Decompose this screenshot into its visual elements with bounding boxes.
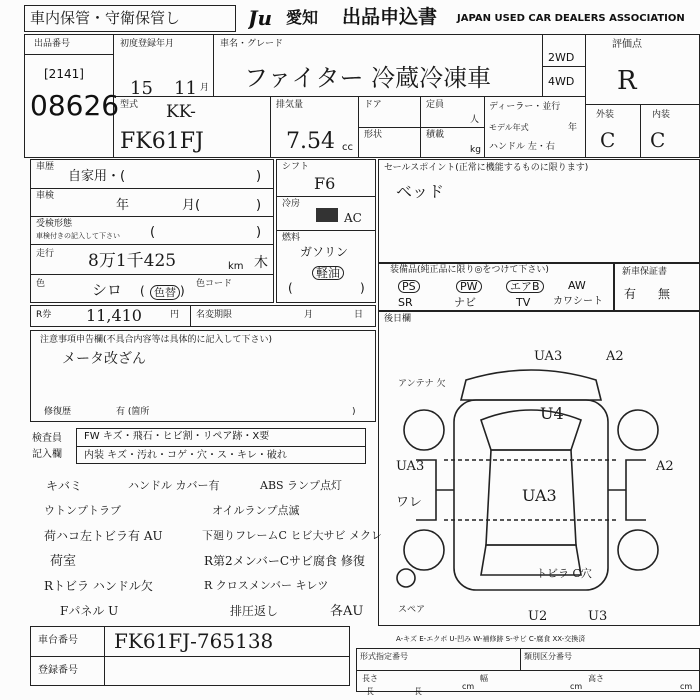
equipment-sr: SR bbox=[398, 296, 413, 309]
notes-label: 注意事項申告欄(不具合内容等は具体的に記入して下さい) bbox=[40, 335, 273, 345]
mileage-value: 8万1千425 bbox=[88, 251, 177, 271]
mileage-unit: km bbox=[228, 261, 244, 272]
color-paren: ( bbox=[140, 284, 145, 298]
inspection-label: 車検 bbox=[36, 191, 55, 201]
lot-label: 出品番号 bbox=[34, 39, 71, 49]
damage-mark: ワレ bbox=[396, 495, 423, 510]
remark-line: R第2メンバーCサビ腐食 修復 bbox=[204, 554, 365, 568]
lot-bracket-number: [2141] bbox=[44, 67, 84, 81]
repair-close: ) bbox=[352, 407, 356, 417]
meigi-day: 日 bbox=[354, 310, 364, 320]
disp-value: 7.54 bbox=[286, 129, 335, 154]
svg-text:Ju: Ju bbox=[248, 7, 273, 29]
warranty-label: 新車保証書 bbox=[622, 267, 668, 277]
damage-mark: A2 bbox=[656, 459, 674, 474]
height-label: 高さ bbox=[588, 674, 604, 683]
meigi-label: 名変期限 bbox=[196, 310, 233, 320]
history-value: 自家用・( bbox=[68, 169, 126, 184]
storage-stamp: 車内保管・守衛保管し bbox=[30, 9, 181, 27]
remark-line: ハンドル カバー有 bbox=[128, 479, 220, 492]
shift-label: シフト bbox=[282, 162, 310, 172]
remark-line: 荷ハコ左トビラ有 AU bbox=[44, 529, 163, 543]
remark-line: 荷室 bbox=[50, 554, 77, 569]
brand-name: 愛知 bbox=[286, 8, 319, 27]
capacity-unit: 人 bbox=[470, 115, 480, 125]
damage-mark: スペア bbox=[398, 605, 426, 615]
color-paint: 色替 bbox=[150, 285, 180, 300]
equipment-ps: PS bbox=[398, 280, 420, 293]
damage-mark: U3 bbox=[588, 609, 608, 624]
equipment-leather: カワシート bbox=[553, 296, 603, 307]
fuel-close: ) bbox=[360, 281, 365, 295]
receive-close: ) bbox=[256, 225, 262, 240]
disp-unit: cc bbox=[342, 142, 353, 153]
repair-label: 修復歴 bbox=[44, 407, 72, 417]
equipment-tv: TV bbox=[516, 296, 531, 309]
inspection-month: 月( bbox=[182, 198, 201, 213]
model-type-label: 型式 bbox=[120, 100, 139, 110]
remark-line: キバミ bbox=[46, 479, 83, 493]
disp-label: 排気量 bbox=[276, 100, 304, 110]
interior-label: 内装 bbox=[652, 110, 671, 120]
capacity-label: 定員 bbox=[426, 100, 445, 110]
warranty-yes: 有 bbox=[624, 287, 637, 301]
width-label: 幅 bbox=[480, 674, 488, 683]
fuel-label: 燃料 bbox=[282, 233, 301, 243]
checker-label-1: 検査員 bbox=[32, 433, 62, 444]
shift-value: F6 bbox=[314, 174, 336, 193]
damage-mark: UA3 bbox=[534, 349, 563, 364]
model-year-unit: 年 bbox=[568, 123, 578, 133]
grade-value: R bbox=[617, 66, 637, 96]
remark-line: 排圧返し bbox=[230, 604, 279, 618]
first-reg-month: 11 bbox=[174, 78, 197, 99]
lot-number: 08626 bbox=[30, 89, 120, 122]
exterior-grade: C bbox=[600, 128, 616, 152]
door-label: ドア bbox=[364, 100, 382, 110]
model-prefix: KK- bbox=[166, 102, 196, 122]
drive-4wd: 4WD bbox=[548, 75, 575, 88]
color-label: 色 bbox=[36, 279, 46, 289]
chassis-value: FK61FJ-765138 bbox=[114, 629, 274, 653]
damage-mark: U2 bbox=[528, 609, 548, 624]
repair-value: 有 (箇所 bbox=[116, 407, 150, 417]
damage-mark: A2 bbox=[606, 349, 624, 364]
model-name-value: ファイター 冷蔵冷凍車 bbox=[244, 64, 492, 92]
fuel-value: ガソリン bbox=[300, 245, 349, 259]
receive-note: 車検付きの記入して下さい bbox=[36, 232, 120, 240]
damage-mark: トビラ C穴 bbox=[536, 567, 592, 580]
damage-mark: U4 bbox=[540, 404, 564, 423]
fuel-diesel: 軽油 bbox=[312, 266, 344, 280]
inspection-year: 年 bbox=[116, 198, 130, 213]
reg-number-label: 登録番号 bbox=[38, 665, 78, 676]
load-label: 積載 bbox=[426, 130, 445, 140]
selling-note: ベッド bbox=[396, 182, 445, 201]
equipment-pw: PW bbox=[456, 280, 482, 293]
mileage-label: 走行 bbox=[36, 249, 55, 259]
recycle-label: R券 bbox=[36, 310, 52, 320]
handle-label: ハンドル 左・右 bbox=[489, 142, 555, 152]
equipment-navi: ナビ bbox=[454, 296, 476, 309]
ac-label: 冷房 bbox=[282, 199, 301, 209]
warranty-no: 無 bbox=[658, 287, 671, 301]
after-label: 後日欄 bbox=[384, 314, 412, 324]
form-title: 出品申込書 bbox=[342, 6, 438, 28]
remark-line: オイルランプ点滅 bbox=[212, 504, 300, 517]
interior-grade: C bbox=[650, 128, 666, 152]
equipment-label: 装備品(純正品に限り◎をつけて下さい) bbox=[390, 265, 549, 275]
grade-label: 評価点 bbox=[612, 39, 642, 50]
dealer-label: ディーラー・並行 bbox=[489, 102, 561, 112]
length-mark: 長 bbox=[414, 687, 422, 696]
notes-value: メータ改ざん bbox=[62, 351, 146, 367]
model-year-label: モデル年式 bbox=[489, 123, 529, 132]
checker-label-2: 記入欄 bbox=[32, 449, 62, 460]
checker-row-1: FW キズ・飛石・ヒビ割・リペア跡・X要 bbox=[84, 431, 270, 442]
equipment-aw: AW bbox=[568, 279, 586, 292]
selling-label: セールスポイント(正常に機能するものに限ります) bbox=[384, 163, 589, 173]
selling-point-box bbox=[378, 159, 700, 263]
recycle-unit: 円 bbox=[170, 310, 180, 320]
length-label: 長さ bbox=[362, 674, 378, 683]
meigi-month: 月 bbox=[304, 310, 314, 320]
remark-line: Rトビラ ハンドル欠 bbox=[44, 579, 153, 593]
color-close: ) bbox=[180, 284, 185, 298]
chassis-label: 車台番号 bbox=[38, 635, 78, 646]
history-label: 車歴 bbox=[36, 162, 55, 172]
damage-mark: UA3 bbox=[396, 459, 425, 474]
inspection-close: ) bbox=[256, 198, 262, 213]
brand-logo-icon bbox=[248, 7, 288, 33]
recycle-value: 11,410 bbox=[86, 306, 142, 325]
color-code-label: 色コード bbox=[196, 279, 233, 289]
ac-value: AC bbox=[344, 211, 362, 225]
storage-stamp-box bbox=[24, 5, 236, 32]
first-reg-month-unit: 月 bbox=[200, 83, 210, 93]
cm-unit: cm bbox=[462, 682, 475, 691]
cm-unit: cm bbox=[570, 682, 583, 691]
receive-label: 受検形態 bbox=[36, 219, 73, 229]
color-value: シロ bbox=[92, 281, 123, 299]
history-close: ) bbox=[256, 169, 262, 184]
kind-number-label: 形式指定番号 bbox=[360, 652, 408, 661]
first-reg-year: 15 bbox=[130, 78, 153, 99]
exterior-label: 外装 bbox=[596, 110, 615, 120]
remark-line: 下廻りフレームC ヒビ大サビ メクレ bbox=[202, 529, 382, 542]
association-name: JAPAN USED CAR DEALERS ASSOCIATION bbox=[457, 13, 685, 24]
load-unit: kg bbox=[470, 145, 481, 155]
remark-line: 各AU bbox=[330, 604, 364, 619]
remark-line: ABS ランプ点灯 bbox=[260, 479, 343, 492]
category-number-label: 類別区分番号 bbox=[524, 652, 572, 661]
shape-label: 形状 bbox=[364, 130, 383, 140]
damage-mark: UA3 bbox=[522, 486, 557, 505]
remark-line: ウトンプトラブ bbox=[44, 504, 121, 517]
remark-line: Fパネル U bbox=[60, 604, 119, 618]
drive-2wd: 2WD bbox=[548, 51, 575, 64]
first-reg-label: 初度登録年月 bbox=[120, 39, 175, 49]
ac-check-mark-icon bbox=[316, 208, 338, 222]
mileage-mark: 木 bbox=[254, 255, 268, 271]
model-name-label: 車名・グレード bbox=[220, 39, 284, 49]
remark-line: R クロスメンバー キレツ bbox=[204, 579, 329, 592]
damage-mark: アンテナ 欠 bbox=[398, 379, 446, 389]
length-mark: 長 bbox=[366, 687, 374, 696]
checker-row-2: 内装 キズ・汚れ・コゲ・穴・ス・キレ・破れ bbox=[84, 450, 287, 461]
fuel-paren: ( bbox=[288, 281, 293, 295]
receive-paren: ( bbox=[150, 225, 156, 240]
damage-legend: A-キズ E-エクボ U-凹み W-補修跡 S-サビ C-腐食 XX-交換済 bbox=[396, 635, 586, 643]
cm-unit: cm bbox=[680, 682, 693, 691]
model-code: FK61FJ bbox=[120, 129, 204, 154]
equipment-airbag: エアB bbox=[506, 280, 544, 293]
